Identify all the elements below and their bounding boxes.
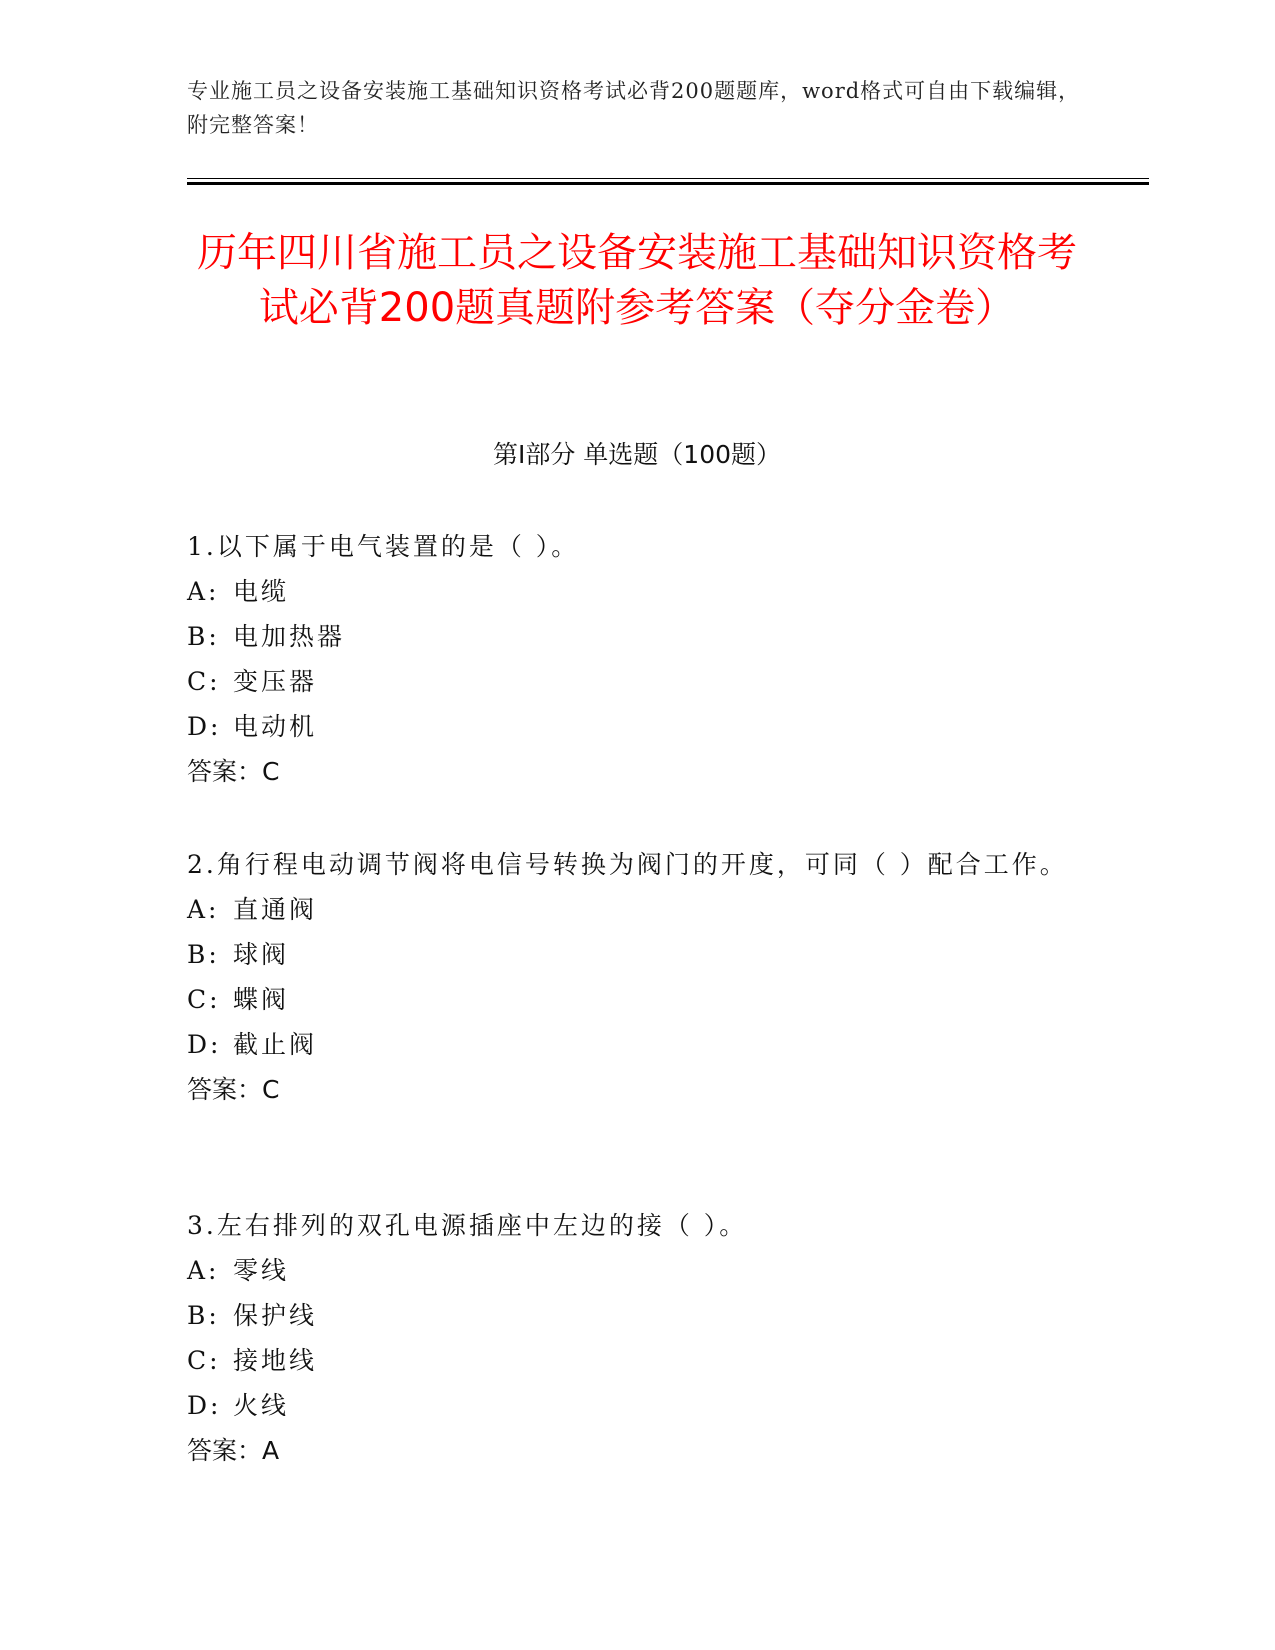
answer-line: 答案：C: [187, 1075, 280, 1104]
option-d: [187, 1383, 1087, 1428]
option-key: D:: [187, 1030, 222, 1059]
option-b: [187, 932, 1087, 977]
option-text: 火线: [233, 1391, 290, 1420]
option-key: D:: [187, 1391, 222, 1420]
option-text: 变压器: [233, 667, 318, 696]
option-key: A:: [187, 1256, 220, 1285]
option-key: B:: [187, 622, 220, 651]
header-note: 专业施工员之设备安装施工基础知识资格考试必背200题题库，word格式可自由下载编辑，附完整答案！: [187, 79, 1081, 137]
option-key: C:: [187, 667, 221, 696]
option-key: A:: [187, 577, 220, 606]
option-a: [187, 1248, 1087, 1293]
question-1: [187, 524, 1087, 794]
option-c: [187, 1338, 1087, 1383]
question-stem: 3.左右排列的双孔电源插座中左边的接（ ）。: [187, 1211, 748, 1240]
answer-line: 答案：C: [187, 757, 280, 786]
option-c: [187, 977, 1087, 1022]
question-stem: 1.以下属于电气装置的是（ ）。: [187, 532, 580, 561]
answer-line: 答案：A: [187, 1436, 280, 1465]
option-text: 蝶阀: [233, 985, 290, 1014]
option-b: [187, 614, 1087, 659]
option-text: 电加热器: [233, 622, 346, 651]
option-d: [187, 704, 1087, 749]
option-text: 电缆: [233, 577, 290, 606]
option-key: B:: [187, 940, 220, 969]
question-3: [187, 1203, 1087, 1473]
option-c: [187, 659, 1087, 704]
option-key: C:: [187, 985, 221, 1014]
question-stem: 2.角行程电动调节阀将电信号转换为阀门的开度，可同（ ）配合工作。: [187, 850, 1068, 879]
option-text: 直通阀: [233, 895, 318, 924]
option-text: 球阀: [233, 940, 290, 969]
question-2: [187, 842, 1087, 1112]
header-divider-thick: [187, 182, 1149, 185]
option-a: [187, 887, 1087, 932]
section-title: 第Ⅰ部分 单选题（100题）: [492, 440, 782, 469]
header-divider-thin: [187, 178, 1149, 179]
option-key: D:: [187, 712, 222, 741]
option-text: 零线: [233, 1256, 290, 1285]
option-key: B:: [187, 1301, 220, 1330]
option-text: 截止阀: [233, 1030, 318, 1059]
option-key: C:: [187, 1346, 221, 1375]
document-title: 历年四川省施工员之设备安装施工基础知识资格考试必背200题真题附参考答案（夺分金卷）: [197, 230, 1077, 331]
option-key: A:: [187, 895, 220, 924]
option-text: 电动机: [233, 712, 318, 741]
option-d: [187, 1022, 1087, 1067]
option-a: [187, 569, 1087, 614]
option-text: 保护线: [233, 1301, 318, 1330]
option-b: [187, 1293, 1087, 1338]
option-text: 接地线: [233, 1346, 318, 1375]
